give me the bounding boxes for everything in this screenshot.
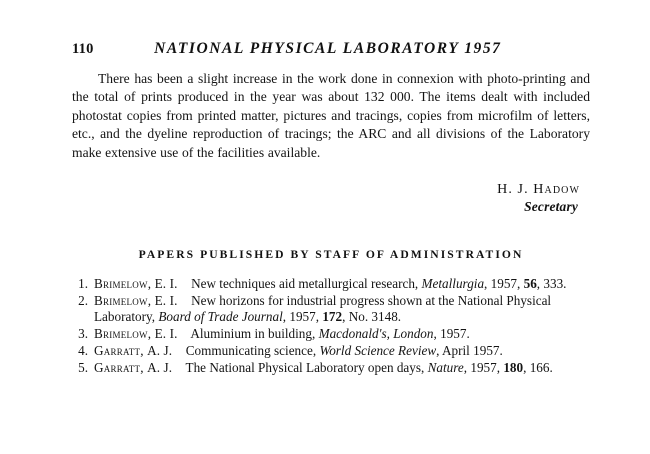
- reference-title: Communicating science,: [185, 342, 317, 358]
- reference-journal: Metallurgia: [421, 276, 485, 291]
- running-header-title: NATIONAL PHYSICAL LABORATORY 1957: [154, 40, 502, 57]
- reference-volume: 180: [503, 359, 524, 375]
- reference-title: New techniques aid metallurgical research,: [191, 276, 419, 291]
- signature-block: [72, 182, 590, 215]
- reference-volume: 172: [322, 309, 343, 325]
- reference-surname: Brimelow,: [94, 326, 152, 341]
- running-header: [72, 40, 590, 58]
- reference-year: , 1957.: [433, 326, 470, 341]
- reference-title: The National Physical Laboratory open days,: [185, 359, 425, 375]
- reference-pages: , No. 3148.: [342, 309, 402, 325]
- reference-journal: Nature: [427, 359, 464, 375]
- reference-journal: World Science Review: [319, 342, 437, 358]
- reference-journal: Macdonald's, London: [318, 326, 434, 341]
- reference-initials: A. J.: [147, 359, 173, 375]
- reference-number: 2.: [78, 292, 88, 308]
- reference-number: 4.: [78, 342, 88, 358]
- reference-title: Aluminium in building,: [190, 326, 316, 341]
- reference-initials: E. I.: [154, 326, 178, 341]
- signature-name: H. J. Hadow: [497, 182, 580, 197]
- reference-item: [72, 276, 590, 292]
- reference-number: 3.: [78, 326, 88, 341]
- reference-year: , 1957,: [484, 276, 521, 291]
- reference-item: [72, 293, 590, 326]
- reference-item: [72, 326, 590, 342]
- body-text-block: [72, 70, 590, 162]
- reference-title: New horizons for industrial progress shown at the National Physical Laboratory,: [94, 292, 552, 325]
- reference-year: , 1957,: [463, 359, 501, 375]
- reference-surname: Garratt,: [94, 359, 144, 375]
- body-paragraph: There has been a slight increase in the work done in connexion with photo-printing and the total of prints produced in the year was about 132 000. The items dealt with included photostat copies from printed matter, pictures and tracings, copies from microfilm of letters, etc., and the dyeline reproduction of tracings; the ARC and all divisions of the Laboratory make extensive use of the facilities available.: [72, 71, 590, 160]
- reference-list: [72, 276, 590, 376]
- reference-number: 1.: [78, 276, 88, 291]
- reference-pages: , 333.: [536, 276, 567, 291]
- reference-initials: A. J.: [147, 342, 173, 358]
- reference-surname: Brimelow,: [94, 292, 152, 308]
- reference-pages: , 166.: [523, 359, 553, 375]
- reference-surname: Brimelow,: [94, 276, 152, 291]
- page-number: 110: [72, 41, 94, 57]
- reference-surname: Garratt,: [94, 342, 144, 358]
- reference-item: [72, 343, 590, 359]
- section-heading: PAPERS PUBLISHED BY STAFF OF ADMINISTRATION: [138, 248, 524, 261]
- reference-journal: Board of Trade Journal: [158, 309, 283, 325]
- reference-year: , April 1957.: [436, 342, 503, 358]
- reference-initials: E. I.: [154, 292, 178, 308]
- signature-role: Secretary: [524, 199, 578, 214]
- reference-item: [72, 360, 590, 376]
- reference-initials: E. I.: [154, 276, 178, 291]
- reference-number: 5.: [78, 359, 88, 375]
- reference-volume: 56: [523, 276, 537, 291]
- reference-year: , 1957,: [282, 309, 320, 325]
